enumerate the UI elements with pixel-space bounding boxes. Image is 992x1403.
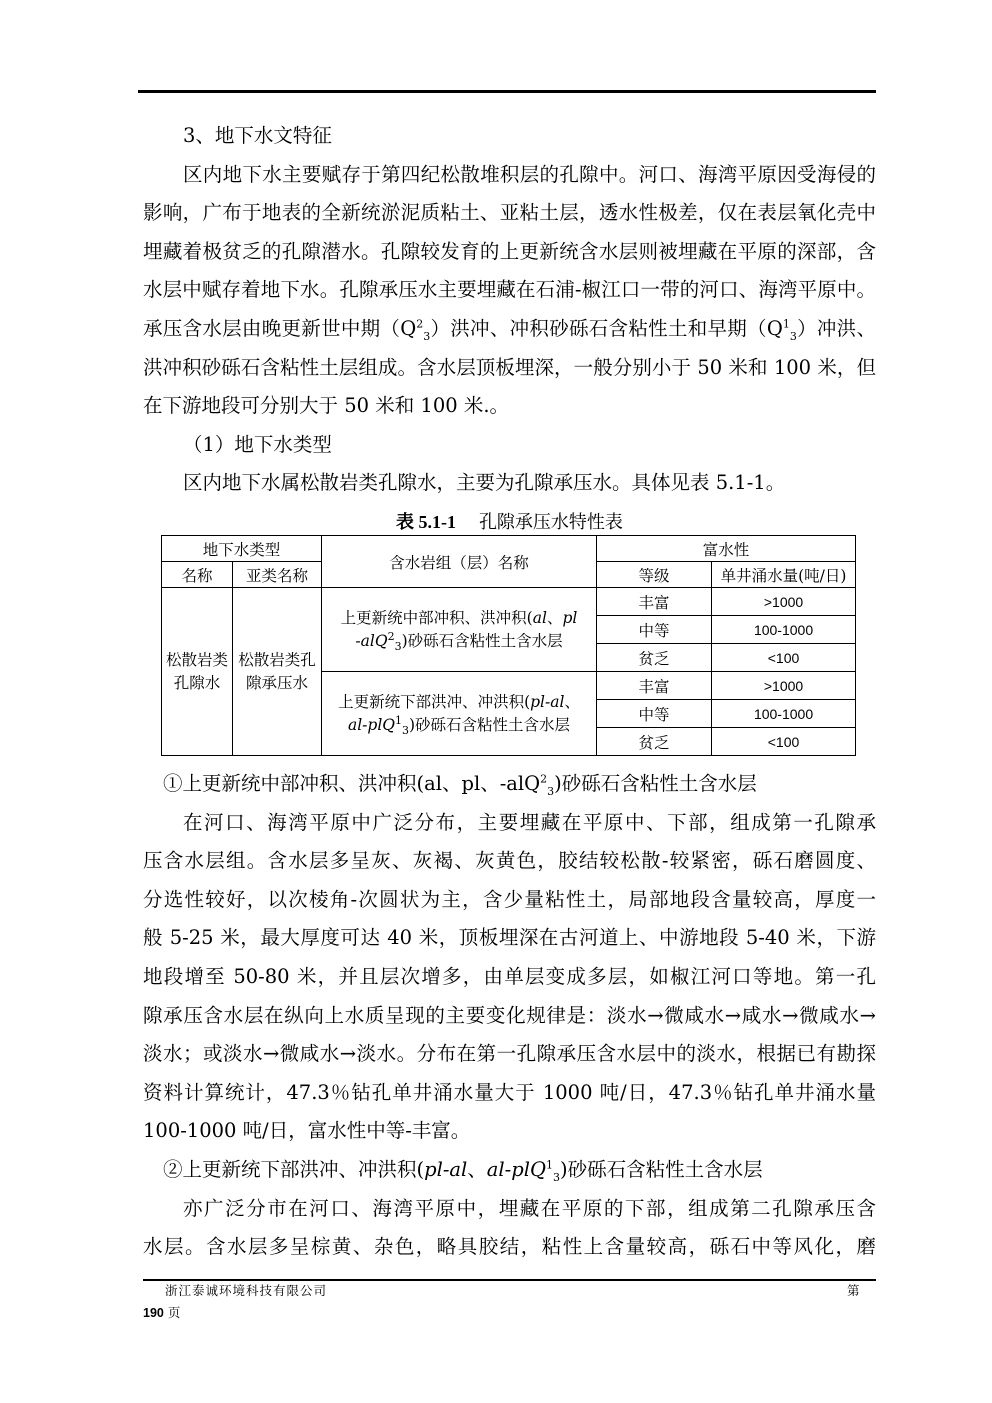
table-caption: 表 5.1-1 孔隙承压水特性表 [396,512,623,533]
yield-cell: 100-1000 [712,616,856,644]
paragraph-line: 在下游地段可分别大于 50 米和 100 米.。 [143,394,510,418]
paragraph-line: 隙承压含水层在纵向上水质呈现的主要变化规律是：淡水→微咸水→咸水→微咸水→ [143,1003,876,1027]
aquifer-table [161,535,856,756]
paragraph-line: 资料计算统计，47.3％钻孔单井涌水量大于 1000 吨/日，47.3％钻孔单井涌水量 [143,1080,876,1104]
header-rule [138,90,876,93]
paragraph-line: 压含水层组。含水层多呈灰、灰褐、灰黄色，胶结较松散-较紧密，砾石磨圆度、 [143,849,876,873]
footer-company: 浙江泰诚环境科技有限公司 [165,1283,328,1298]
layer-cell: 上更新统下部洪冲、冲洪积(pl-al、 al-plQ$^1_3$)砂砾石含粘性土含水层 [322,672,597,756]
paragraph-line: 洪冲积砂砾石含粘性土层组成。含水层顶板埋深，一般分别小于 50 米和 100 米，但 [143,355,876,379]
subheading: （1）地下水类型 [183,432,332,456]
paragraph-line: 影响，广布于地表的全新统淤泥质粘土、亚粘土层，透水性极差，仅在表层氧化壳中 [143,201,876,225]
paragraph-line: 区内地下水主要赋存于第四纪松散堆积层的孔隙中。河口、海湾平原因受海侵的 [183,162,876,186]
paragraph-line: 在河口、海湾平原中广泛分布，主要埋藏在平原中、下部，组成第一孔隙承 [183,810,876,834]
yield-cell: 100-1000 [712,700,856,728]
section-heading: 3、地下水文特征 [183,124,332,147]
grade-cell: 贫乏 [597,644,712,672]
header-cell: 含水岩组（层）名称 [322,536,597,588]
yield-cell: >1000 [712,672,856,700]
footer-page-number: 190 页 [143,1305,181,1320]
header-cell: 富水性 [597,536,856,562]
yield-cell: <100 [712,644,856,672]
footer-rule [143,1279,876,1281]
paragraph-line: 分选性较好，以次棱角-次圆状为主，含少量粘性土，局部地段含量较高，厚度一 [143,887,876,911]
footer-page-prefix: 第 [847,1283,860,1298]
subsection-heading: ②上更新统下部洪冲、冲洪积(pl-al、al-plQ$^1_3$)砂砾石含粘性土含水层 [163,1157,763,1184]
header-cell: 名称 [162,562,233,588]
paragraph-line: 承压含水层由晚更新世中期$(Q^2_3)$洪冲、冲积砂砾石含粘性土和早期$(Q^1_3)$冲洪、 [143,316,876,343]
paragraph-line: 地段增至 50-80 米，并且层次增多，由单层变成多层，如椒江河口等地。第一孔 [143,964,876,988]
subtype-name-cell: 松散岩类孔隙承压水 [233,588,322,756]
yield-cell: <100 [712,728,856,756]
grade-cell: 丰富 [597,672,712,700]
paragraph-line: 水层。含水层多呈棕黄、杂色，略具胶结，粘性上含量较高，砾石中等风化，磨 [143,1235,876,1259]
paragraph-line: 埋藏着极贫乏的孔隙潜水。孔隙较发育的上更新统含水层则被埋藏在平原的深部，含 [143,239,876,263]
paragraph-line: 水层中赋存着地下水。孔隙承压水主要埋藏在石浦-椒江口一带的河口、海湾平原中。 [143,278,876,302]
subsection-heading: ①上更新统中部冲积、洪冲积(al、pl、-alQ$^2_3$)砂砾石含粘性土含水层 [163,772,757,798]
header-cell: 地下水类型 [162,536,322,562]
body-text-lower [143,765,876,1267]
paragraph-line: 亦广泛分市在河口、海湾平原中，埋藏在平原的下部，组成第二孔隙承压含 [183,1196,876,1220]
type-name-cell: 松散岩类孔隙水 [162,588,233,756]
header-cell: 单井涌水量(吨/日) [712,562,856,588]
grade-cell: 中等 [597,700,712,728]
yield-cell: >1000 [712,588,856,616]
grade-cell: 丰富 [597,588,712,616]
grade-cell: 贫乏 [597,728,712,756]
paragraph-line: 100-1000 吨/日，富水性中等-丰富。 [143,1119,471,1143]
paragraph-line: 般 5-25 米，最大厚度可达 40 米，顶板埋深在古河道上、中游地段 5-40 米，下游 [143,926,876,950]
paragraph-line: 淡水；或淡水→微咸水→淡水。分布在第一孔隙承压含水层中的淡水，根据已有勘探 [143,1042,876,1066]
header-cell: 等级 [597,562,712,588]
paragraph-line: 区内地下水属松散岩类孔隙水，主要为孔隙承压水。具体见表 5.1-1。 [183,471,786,495]
layer-cell: 上更新统中部冲积、洪冲积(al、pl -alQ$^2_3$)砂砾石含粘性土含水层 [322,588,597,672]
body-text-upper [143,117,876,503]
grade-cell: 中等 [597,616,712,644]
header-cell: 亚类名称 [233,562,322,588]
